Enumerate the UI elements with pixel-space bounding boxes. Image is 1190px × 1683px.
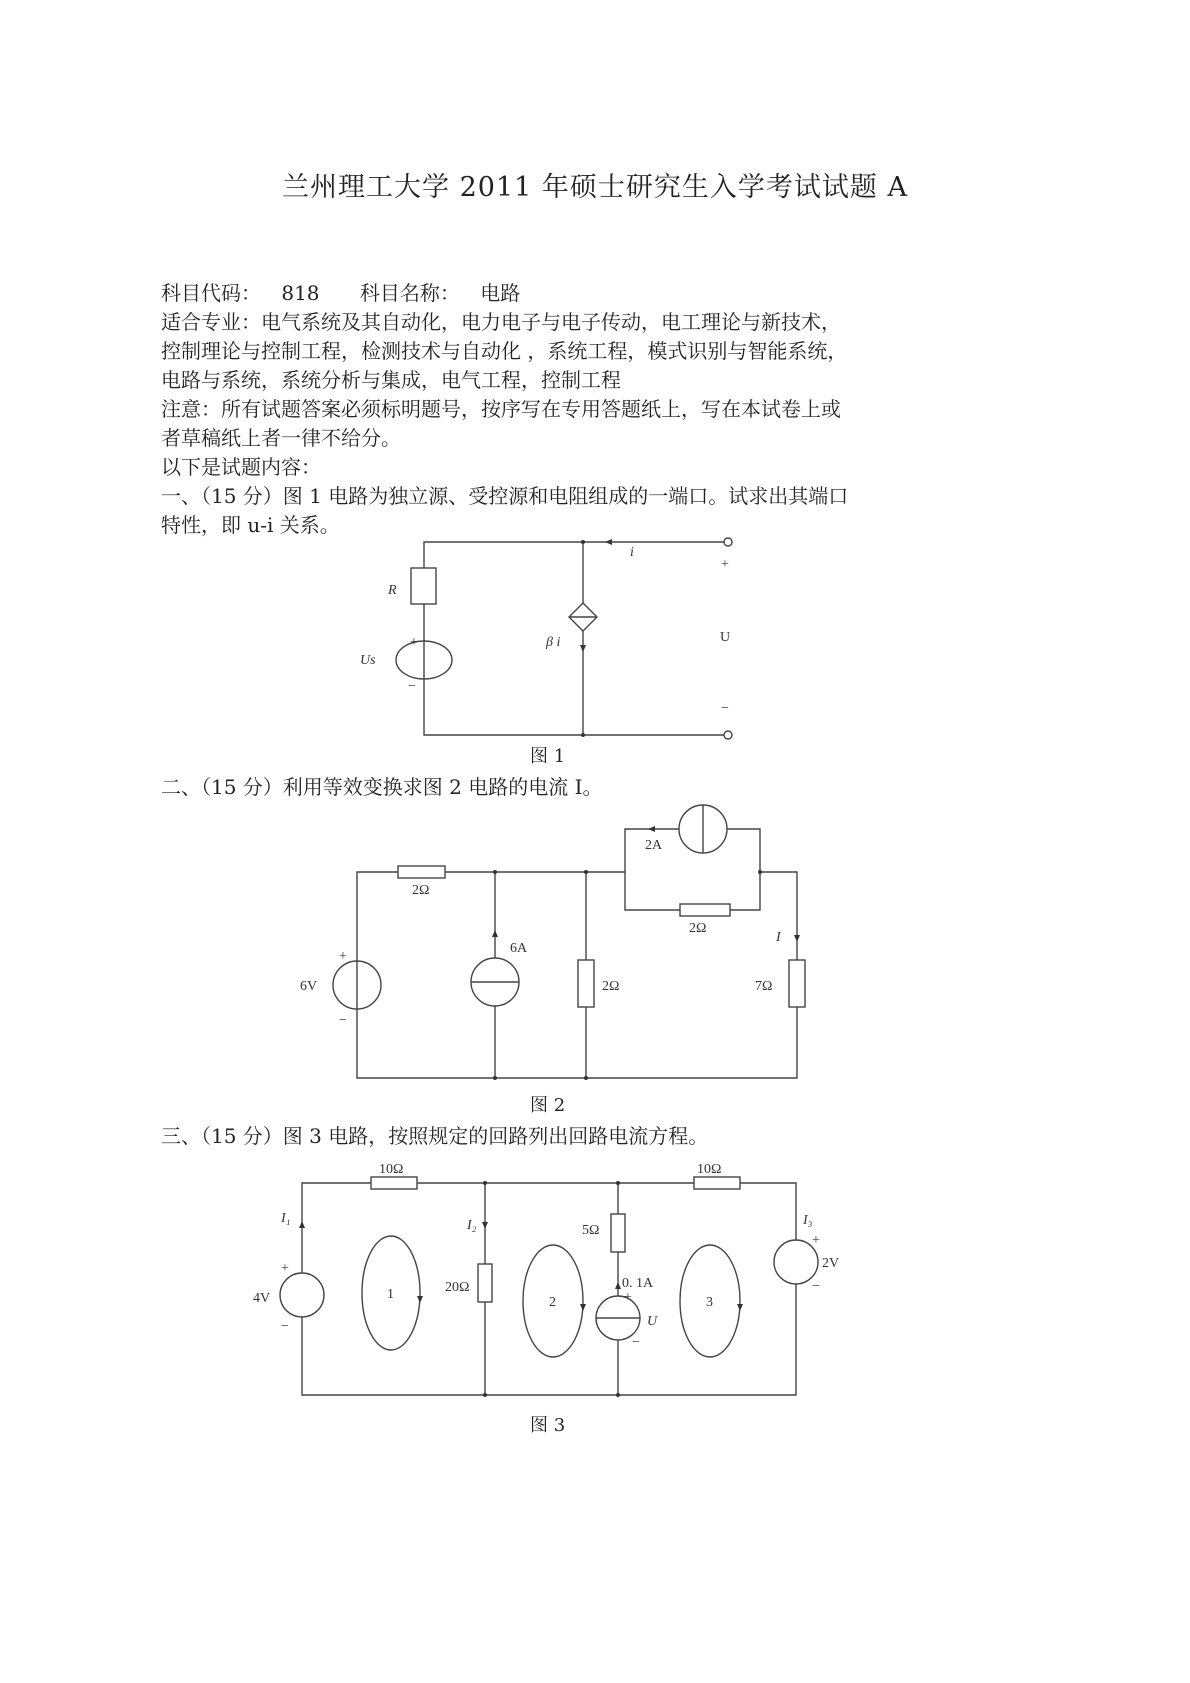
label-minus: − [812, 1279, 820, 1294]
label-plus: + [624, 1290, 632, 1305]
label-plus: + [721, 557, 729, 572]
label-beta-i: β i [546, 635, 561, 650]
label-6a: 6A [510, 941, 528, 956]
label-u: U [720, 630, 731, 645]
label-2v: 2V [822, 1256, 840, 1271]
figure-2-circuit [300, 805, 805, 1080]
subject-name: 电路 [480, 281, 521, 305]
loop-label: 2 [549, 1295, 556, 1310]
exam-title: 兰州理工大学 2011 年硕士研究生入学考试试题 A [282, 172, 908, 203]
label-plus: + [339, 949, 347, 964]
terminal [724, 731, 732, 739]
figure-2-caption: 图 2 [530, 1095, 566, 1116]
label-10ohm: 10Ω [697, 1162, 722, 1177]
resistor-2ohm-top [398, 866, 445, 878]
loop-label: 3 [706, 1295, 713, 1310]
label-minus: − [721, 701, 729, 716]
label-plus: + [812, 1233, 820, 1248]
intro-line: 以下是试题内容： [161, 455, 321, 479]
majors-line: 控制理论与控制工程，检测技术与自动化 ，系统工程，模式识别与智能系统， [161, 339, 848, 363]
arrow-down-icon [580, 645, 586, 652]
arrow-left-icon [648, 826, 655, 832]
question-2-text: 二、（15 分）利用等效变换求图 2 电路的电流 I。 [161, 775, 603, 799]
figure-1-caption: 图 1 [530, 746, 566, 767]
label-plus: + [410, 635, 418, 650]
resistor-5ohm [611, 1214, 625, 1252]
label-2ohm: 2Ω [602, 979, 620, 994]
label-minus: − [339, 1013, 347, 1028]
terminal [724, 538, 732, 546]
label-i1: I₁ [281, 1211, 291, 1226]
arrow-down-icon [794, 935, 800, 942]
arrow-up-icon [299, 1221, 305, 1228]
label-0.1a: 0. 1A [622, 1276, 654, 1291]
figure-1-circuit [360, 538, 732, 739]
subject-name-label: 科目名称： [359, 281, 460, 305]
label-10ohm: 10Ω [379, 1162, 404, 1177]
label-plus: + [281, 1261, 289, 1276]
arrow-left-icon [605, 539, 612, 545]
arrow-down-icon [482, 1222, 488, 1229]
subject-code-label: 科目代码： [161, 281, 261, 305]
resistor-10ohm-right [694, 1177, 740, 1189]
label-4v: 4V [253, 1291, 271, 1306]
question-1-text: 一、（15 分）图 1 电路为独立源、受控源和电阻组成的一端口。试求出其端口 [161, 484, 849, 508]
label-i3: I₃ [803, 1213, 813, 1228]
resistor-10ohm-left [371, 1177, 417, 1189]
label-i: i [630, 545, 634, 560]
label-2a: 2A [645, 838, 663, 853]
voltage-source-4v [280, 1273, 324, 1317]
label-r: R [388, 583, 397, 598]
notice-line: 注意：所有试题答案必须标明题号，按序写在专用答题纸上，写在本试卷上或 [161, 397, 841, 421]
label-6v: 6V [300, 979, 318, 994]
label-us: Us [360, 653, 376, 668]
label-minus: − [408, 679, 416, 694]
label-2ohm: 2Ω [412, 883, 430, 898]
label-i2: I₂ [467, 1218, 477, 1233]
label-2ohm: 2Ω [689, 921, 707, 936]
resistor-2ohm-parallel [680, 904, 730, 916]
resistor-2ohm-mid [578, 960, 594, 1007]
label-minus: − [632, 1335, 640, 1350]
majors-line: 电路与系统，系统分析与集成，电气工程，控制工程 [161, 368, 621, 392]
notice-line: 者草稿纸上者一律不给分。 [161, 426, 401, 450]
loop-label: 1 [387, 1287, 394, 1302]
majors-line: 适合专业：电气系统及其自动化，电力电子与电子传动，电工理论与新技术， [161, 310, 841, 334]
label-i: I [776, 930, 781, 945]
subject-code: 818 [281, 281, 320, 305]
figure-3-caption: 图 3 [530, 1415, 566, 1436]
label-u: U [647, 1314, 658, 1329]
arrow-up-icon [615, 1282, 621, 1289]
label-5ohm: 5Ω [582, 1223, 600, 1238]
resistor-r [411, 568, 436, 604]
resistor-20ohm [478, 1264, 492, 1302]
resistor-7ohm [789, 960, 805, 1007]
label-minus: − [281, 1319, 289, 1334]
figure-3-circuit [253, 1162, 839, 1397]
label-20ohm: 20Ω [445, 1280, 470, 1295]
question-3-text: 三、（15 分）图 3 电路，按照规定的回路列出回路电流方程。 [161, 1124, 709, 1148]
label-7ohm: 7Ω [755, 979, 773, 994]
question-1-text: 特性，即 u-i 关系。 [161, 513, 340, 537]
arrow-up-icon [492, 930, 498, 937]
